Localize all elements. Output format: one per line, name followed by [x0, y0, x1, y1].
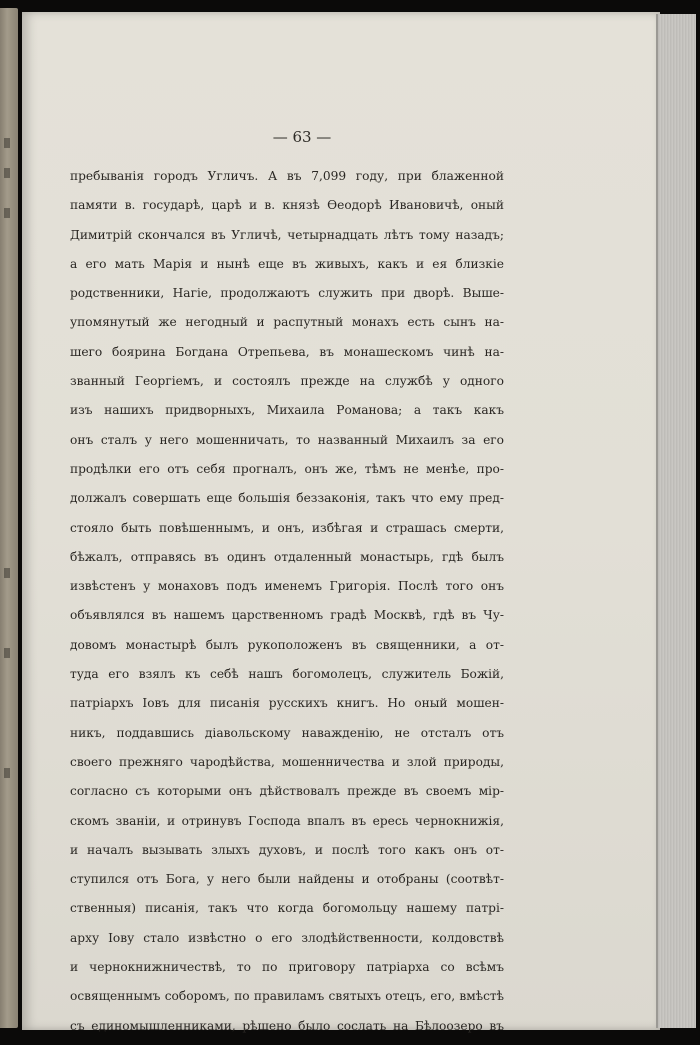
left-page-ink-mark [4, 168, 10, 178]
text-line: извѣстенъ у монаховъ подъ именемъ Григорія. Послѣ того онъ [70, 579, 504, 594]
text-line: согласно съ которыми онъ дѣйствовалъ прежде въ своемъ мір- [70, 784, 504, 799]
text-line: Димитрій скончался въ Угличѣ, четырнадцать лѣтъ тому назадъ; [70, 227, 504, 242]
text-line: стояло быть повѣшеннымъ, и онъ, избѣгая и страшась смерти, [70, 520, 504, 535]
text-line: продѣлки его отъ себя прогналъ, онъ же, тѣмъ не менѣе, про- [70, 461, 504, 476]
text-line: шего боярина Богдана Отрепьева, въ монашескомъ чинѣ на- [70, 344, 504, 359]
text-line: освященнымъ соборомъ, по правиламъ святыхъ отецъ, его, вмѣстѣ [70, 989, 504, 1004]
text-line: изъ нашихъ придворныхъ, Михаила Романова; а такъ какъ [70, 403, 504, 418]
text-line: должалъ совершать еще большія беззаконія, такъ что ему пред- [70, 491, 504, 506]
text-line: патріархъ Іовъ для писанія русскихъ книгъ. Но оный мошен- [70, 696, 504, 711]
left-page-ink-mark [4, 648, 10, 658]
left-page-ink-mark [4, 568, 10, 578]
text-line: бѣжалъ, отправясь въ одинъ отдаленный монастырь, гдѣ былъ [70, 549, 504, 564]
text-line: и чернокнижничествѣ, то по приговору патріарха со всѣмъ [70, 960, 504, 975]
text-line: упомянутый же негодный и распутный монахъ есть сынъ на- [70, 315, 504, 330]
page-text-block [70, 162, 504, 1041]
text-line: съ единомышленниками, рѣшено было сослать на Бѣлоозеро въ [70, 1018, 504, 1033]
text-line: ственныя) писанія, такъ что когда богомольцу нашему патрі- [70, 901, 504, 916]
text-line: своего прежняго чародѣйства, мошенничества и злой природы, [70, 754, 504, 769]
text-line: а его мать Марія и нынѣ еще въ живыхъ, какъ и ея близкіе [70, 256, 504, 271]
text-line: туда его взялъ къ себѣ нашъ богомолецъ, служитель Божій, [70, 667, 504, 682]
text-line: никъ, поддавшись діавольскому наважденію, не отсталъ отъ [70, 725, 504, 740]
text-line: пребыванія городъ Угличъ. А въ 7,099 году, при блаженной [70, 169, 504, 183]
text-line: довомъ монастырѣ былъ рукоположенъ въ священники, а от- [70, 637, 504, 652]
text-line: родственники, Нагіе, продолжаютъ служить при дворѣ. Выше- [70, 286, 504, 301]
text-line: и началъ вызывать злыхъ духовъ, и послѣ того какъ онъ от- [70, 842, 504, 857]
text-line: онъ сталъ у него мошенничать, то названный Михаилъ за его [70, 432, 504, 447]
left-page-ink-mark [4, 768, 10, 778]
book-page [22, 12, 660, 1033]
text-line: званный Георгіемъ, и состоялъ прежде на службѣ у одного [70, 374, 504, 389]
text-line: объявлялся въ нашемъ царственномъ градѣ Москвѣ, гдѣ въ Чу- [70, 608, 504, 623]
text-line: скомъ званіи, и отринувъ Господа впалъ въ ересь чернокнижія, [70, 813, 504, 828]
page-edges [656, 14, 696, 1028]
text-line: памяти в. государѣ, царѣ и в. князѣ Ѳеодорѣ Ивановичѣ, оный [70, 198, 504, 213]
page-number: — 63 — [272, 128, 332, 146]
left-facing-page [0, 8, 18, 1028]
left-page-ink-mark [4, 138, 10, 148]
left-page-ink-mark [4, 208, 10, 218]
text-line: ступился отъ Бога, у него были найдены и отобраны (соотвѣт- [70, 872, 504, 887]
text-line: арху Іову стало извѣстно о его злодѣйственности, колдовствѣ [70, 930, 504, 945]
